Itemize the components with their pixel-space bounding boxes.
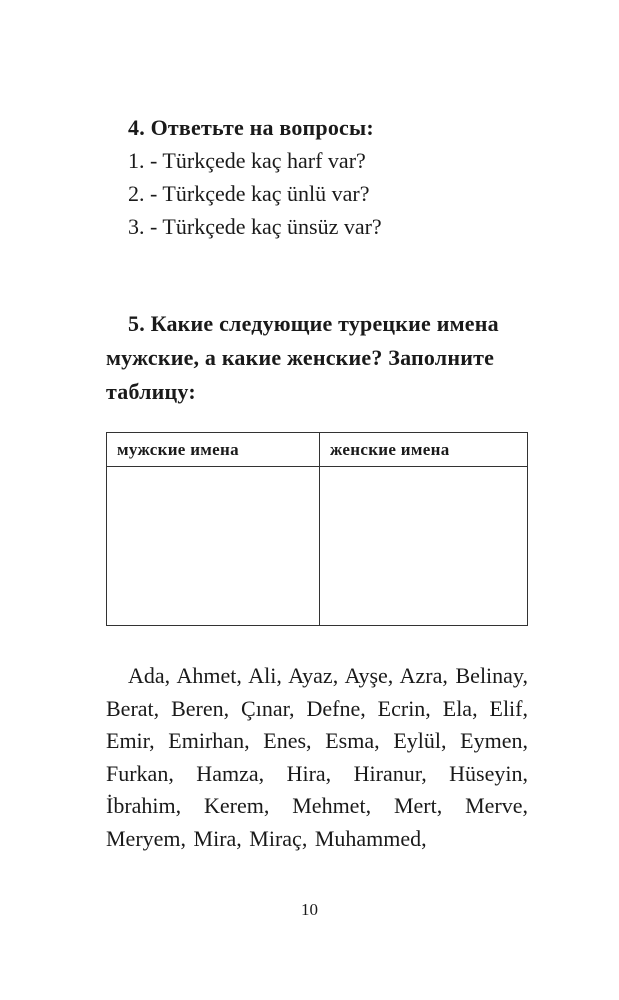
female-names-header: женские имена — [320, 433, 527, 467]
female-names-column — [320, 433, 527, 625]
names-table — [106, 432, 528, 626]
names-list: Ada, Ahmet, Ali, Ayaz, Ayşe, Azra, Belinay, Berat, Beren, Çınar, Defne, Ecrin, Ela, Elif, Emir, Emirhan, Enes, Esma, Eylül, Eymen, Furkan, Hamza, Hira, Hiranur, Hüseyin, İbrahim, Kerem, Mehmet, Mert, Merve, Meryem, Mira, Miraç, Muhammed, — [106, 663, 528, 851]
male-names-header: мужские имена — [107, 433, 319, 467]
exercise-5-heading: 5. Какие следующие турецкие имена мужские, а какие женские? Заполните таблицу: — [106, 311, 499, 404]
exercise-5 — [106, 307, 528, 409]
exercise-4-heading: 4. Ответьте на вопросы: — [128, 115, 374, 140]
male-names-column — [107, 433, 320, 625]
exercise-4 — [106, 112, 546, 243]
question-3: 3. - Türkçede kaç ünsüz var? — [128, 214, 382, 239]
question-1: 1. - Türkçede kaç harf var? — [128, 148, 366, 173]
question-2: 2. - Türkçede kaç ünlü var? — [128, 181, 370, 206]
page-number: 10 — [301, 900, 318, 919]
